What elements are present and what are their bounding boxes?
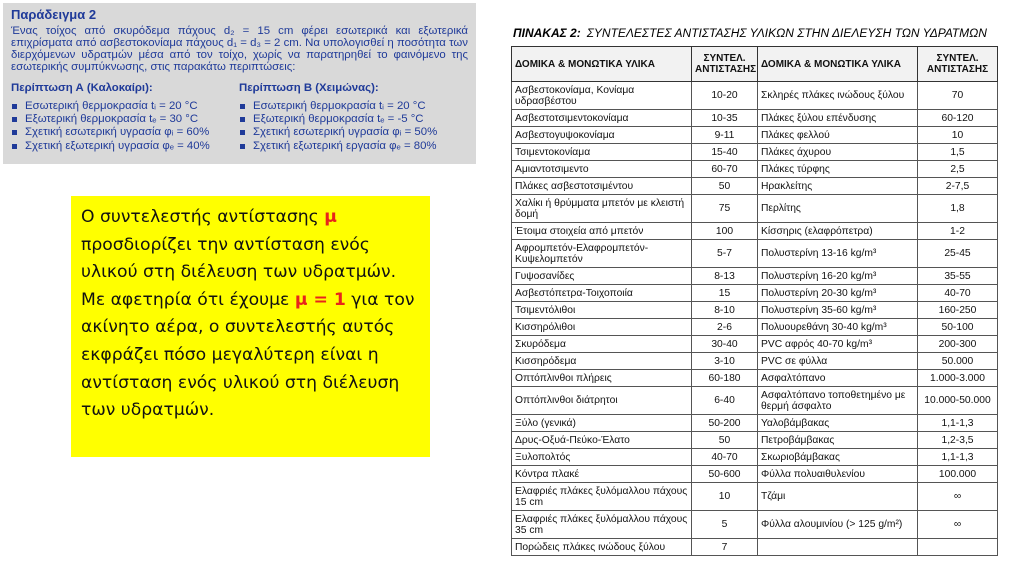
table-row: [512, 268, 998, 285]
coef-cell: 200-300: [918, 336, 998, 353]
table-caption: ΣΥΝΤΕΛΕΣΤΕΣ ΑΝΤΙΣΤΑΣΗΣ ΥΛΙΚΩΝ ΣΤΗΝ ΔΙΕΛΕΥΣΗ ΤΩΝ ΥΔΡΑΤΜΩΝ: [586, 26, 987, 40]
coef-cell: [918, 539, 998, 556]
table-row: [512, 223, 998, 240]
case-b-item: Εσωτερική θερμοκρασία tᵢ = 20 °C: [239, 100, 467, 113]
table-label: ΠΙΝΑΚΑΣ 2:: [513, 26, 581, 40]
material-cell: Κόντρα πλακέ: [512, 466, 692, 483]
case-a-title: Περίπτωση Α (Καλοκαίρι):: [11, 82, 153, 94]
table-row: [512, 178, 998, 195]
case-a-item: Εσωτερική θερμοκρασία tᵢ = 20 °C: [11, 100, 239, 113]
coef-cell: 5-7: [692, 240, 758, 268]
material-cell: Κισσηρόλιθοι: [512, 319, 692, 336]
material-cell: Πλάκες φελλού: [758, 127, 918, 144]
coef-cell: 60-180: [692, 370, 758, 387]
material-cell: Πορώδεις πλάκες ινώδους ξύλου: [512, 539, 692, 556]
material-cell: Ηρακλείτης: [758, 178, 918, 195]
coef-cell: 50-200: [692, 415, 758, 432]
table-row: [512, 195, 998, 223]
case-a: [11, 82, 239, 153]
example-title: Παράδειγμα 2: [11, 7, 97, 22]
coef-cell: 10-35: [692, 110, 758, 127]
coef-cell: 60-70: [692, 161, 758, 178]
material-cell: Πετροβάμβακας: [758, 432, 918, 449]
material-cell: Ελαφριές πλάκες ξυλόμαλλου πάχους 15 cm: [512, 483, 692, 511]
coef-cell: 40-70: [692, 449, 758, 466]
table-row: [512, 110, 998, 127]
table-row: [512, 82, 998, 110]
coef-cell: ∞: [918, 511, 998, 539]
table-row: [512, 302, 998, 319]
table-row: [512, 144, 998, 161]
table-row: [512, 466, 998, 483]
material-cell: Οπτόπλινθοι διάτρητοι: [512, 387, 692, 415]
bullet-icon: [12, 117, 17, 122]
table-title: [513, 26, 1003, 40]
material-cell: Πλάκες ασβεστοτσιμέντου: [512, 178, 692, 195]
mu-equation: μ = 1: [294, 289, 346, 310]
material-cell: Πολυστερίνη 20-30 kg/m³: [758, 285, 918, 302]
material-cell: Αμιαντοτσιμεντο: [512, 161, 692, 178]
material-cell: PVC αφρός 40-70 kg/m³: [758, 336, 918, 353]
coef-cell: 75: [692, 195, 758, 223]
coef-cell: 1,1-1,3: [918, 415, 998, 432]
material-cell: Σκωριοβάμβακας: [758, 449, 918, 466]
coef-cell: 70: [918, 82, 998, 110]
material-cell: Οπτόπλινθοι πλήρεις: [512, 370, 692, 387]
material-cell: Τζάμι: [758, 483, 918, 511]
table-row: [512, 415, 998, 432]
table-row: [512, 336, 998, 353]
definition-callout: Ο συντελεστής αντίστασης μ προσδιορίζει την αντίσταση ενός υλικού στη διέλευση των υδρατμών. Με αφετηρία ότι έχουμε μ = 1 για τον ακίνητο αέρα, ο συντελεστής αυτός εκφράζει πόσο μεγαλύτερη είναι η αντίσταση ενός υλικού στη διέλευση των υδρατμών.: [71, 196, 430, 457]
material-cell: Πλάκες άχυρου: [758, 144, 918, 161]
table-row: [512, 127, 998, 144]
coef-cell: 10: [918, 127, 998, 144]
table-header-row: [512, 47, 998, 82]
material-cell: Υαλοβάμβακας: [758, 415, 918, 432]
material-cell: Ασβεστοτσιμεντοκονίαμα: [512, 110, 692, 127]
material-cell: Πολυστερίνη 16-20 kg/m³: [758, 268, 918, 285]
material-cell: Πλάκες ξύλου επένδυσης: [758, 110, 918, 127]
coef-cell: 1,5: [918, 144, 998, 161]
bullet-icon: [12, 144, 17, 149]
material-cell: Φύλλα αλουμινίου (> 125 g/m²): [758, 511, 918, 539]
example-panel: [3, 3, 476, 164]
table-row: [512, 240, 998, 268]
coef-cell: 6-40: [692, 387, 758, 415]
material-cell: Πολυουρεθάνη 30-40 kg/m³: [758, 319, 918, 336]
header-coef: ΣΥΝΤΕΛ. ΑΝΤΙΣΤΑΣΗΣ: [692, 47, 758, 82]
coef-cell: 50: [692, 178, 758, 195]
coef-cell: 1,2-3,5: [918, 432, 998, 449]
table-row: [512, 161, 998, 178]
case-b-item: Εξωτερική θερμοκρασία tₑ = -5 °C: [239, 113, 467, 126]
coef-cell: 10: [692, 483, 758, 511]
coef-cell: 15-40: [692, 144, 758, 161]
coef-cell: 1.000-3.000: [918, 370, 998, 387]
bullet-icon: [12, 104, 17, 109]
coef-cell: 1-2: [918, 223, 998, 240]
material-cell: [758, 539, 918, 556]
material-cell: Τσιμεντοκονίαμα: [512, 144, 692, 161]
coef-cell: ∞: [918, 483, 998, 511]
coef-cell: 9-11: [692, 127, 758, 144]
coef-cell: 50-600: [692, 466, 758, 483]
material-cell: Ασβεστογυψοκονίαμα: [512, 127, 692, 144]
table-body: [512, 82, 998, 556]
table-row: [512, 387, 998, 415]
material-cell: Πλάκες τύρφης: [758, 161, 918, 178]
coef-cell: 160-250: [918, 302, 998, 319]
coef-cell: 2,5: [918, 161, 998, 178]
material-cell: Ξυλοπολτός: [512, 449, 692, 466]
material-cell: Ασβεστοκονίαμα, Κονίαμα υδρασβέστου: [512, 82, 692, 110]
case-b-item: Σχετική εσωτερική υγρασία φᵢ = 50%: [239, 126, 467, 139]
coef-cell: 25-45: [918, 240, 998, 268]
coef-cell: 3-10: [692, 353, 758, 370]
coef-cell: 100: [692, 223, 758, 240]
case-a-item: Εξωτερική θερμοκρασία tₑ = 30 °C: [11, 113, 239, 126]
resistance-table: [511, 46, 998, 556]
mu-symbol: μ: [324, 207, 337, 227]
material-cell: Δρυς-Οξυά-Πεύκο-Έλατο: [512, 432, 692, 449]
material-cell: Πολυστερίνη 13-16 kg/m³: [758, 240, 918, 268]
material-cell: Σκυρόδεμα: [512, 336, 692, 353]
coef-cell: 50.000: [918, 353, 998, 370]
coef-cell: 50: [692, 432, 758, 449]
table-row: [512, 353, 998, 370]
coef-cell: 7: [692, 539, 758, 556]
coef-cell: 15: [692, 285, 758, 302]
coef-cell: 30-40: [692, 336, 758, 353]
coef-cell: 60-120: [918, 110, 998, 127]
table-row: [512, 285, 998, 302]
case-b-title: Περίπτωση Β (Χειμώνας):: [239, 82, 379, 94]
coef-cell: 100.000: [918, 466, 998, 483]
bullet-icon: [12, 130, 17, 135]
coef-cell: 10-20: [692, 82, 758, 110]
header-coef: ΣΥΝΤΕΛ. ΑΝΤΙΣΤΑΣΗΣ: [918, 47, 998, 82]
table-row: [512, 449, 998, 466]
coef-cell: 8-13: [692, 268, 758, 285]
table-row: [512, 539, 998, 556]
material-cell: Ασφαλτόπανο: [758, 370, 918, 387]
coef-cell: 8-10: [692, 302, 758, 319]
header-material: ΔΟΜΙΚΑ & ΜΟΝΩΤΙΚΑ ΥΛΙΚΑ: [758, 47, 918, 82]
material-cell: Φύλλα πολυαιθυλενίου: [758, 466, 918, 483]
table-row: [512, 483, 998, 511]
material-cell: Έτοιμα στοιχεία από μπετόν: [512, 223, 692, 240]
table-row: [512, 432, 998, 449]
coef-cell: 40-70: [918, 285, 998, 302]
cases: [11, 82, 468, 153]
coef-cell: 50-100: [918, 319, 998, 336]
material-cell: Σκληρές πλάκες ινώδους ξύλου: [758, 82, 918, 110]
table-row: [512, 319, 998, 336]
material-cell: Ασβεστόπετρα-Τοιχοποιία: [512, 285, 692, 302]
material-cell: Ασφαλτόπανο τοποθετημένο με θερμή άσφαλτο: [758, 387, 918, 415]
coef-cell: 1,1-1,3: [918, 449, 998, 466]
material-cell: Πολυστερίνη 35-60 kg/m³: [758, 302, 918, 319]
material-cell: Χαλίκι ή θρύμματα μπετόν με κλειστή δομή: [512, 195, 692, 223]
material-cell: Κίσσηρις (ελαφρόπετρα): [758, 223, 918, 240]
coef-cell: 10.000-50.000: [918, 387, 998, 415]
material-cell: Αφρομπετόν-Ελαφρομπετόν-Κυψελομπετόν: [512, 240, 692, 268]
bullet-icon: [240, 130, 245, 135]
table-row: [512, 370, 998, 387]
bullet-icon: [240, 104, 245, 109]
material-cell: Ελαφριές πλάκες ξυλόμαλλου πάχους 35 cm: [512, 511, 692, 539]
case-b-item: Σχετική εξωτερική εργασία φₑ = 80%: [239, 140, 467, 153]
case-a-item: Σχετική εξωτερική υγρασία φₑ = 40%: [11, 140, 239, 153]
table-row: [512, 511, 998, 539]
example-body: Ένας τοίχος από σκυρόδεμα πάχους d₂ = 15 cm φέρει εσωτερικά και εξωτερικά επιχρίσματα από ασβεστοκονίαμα πάχους d₁ = d₃ = 2 cm. Να υπολογισθεί η ποσότητα των διερχόμενων υδρατμών μέσα από τον τοίχο, χωρίς να παρατηρηθεί το φαινόμενο της εσωτερικής συμπύκνωσης, στις παρακάτω περιπτώσεις:: [11, 25, 468, 73]
bullet-icon: [240, 144, 245, 149]
coef-cell: 2-7,5: [918, 178, 998, 195]
coef-cell: 35-55: [918, 268, 998, 285]
material-cell: Κισσηρόδεμα: [512, 353, 692, 370]
material-cell: PVC σε φύλλα: [758, 353, 918, 370]
material-cell: Γυψοσανίδες: [512, 268, 692, 285]
case-a-item: Σχετική εσωτερική υγρασία φᵢ = 60%: [11, 126, 239, 139]
header-material: ΔΟΜΙΚΑ & ΜΟΝΩΤΙΚΑ ΥΛΙΚΑ: [512, 47, 692, 82]
material-cell: Περλίτης: [758, 195, 918, 223]
coef-cell: 2-6: [692, 319, 758, 336]
material-cell: Τσιμεντόλιθοι: [512, 302, 692, 319]
coef-cell: 1,8: [918, 195, 998, 223]
case-b: [239, 82, 467, 153]
bullet-icon: [240, 117, 245, 122]
coef-cell: 5: [692, 511, 758, 539]
material-cell: Ξύλο (γενικά): [512, 415, 692, 432]
